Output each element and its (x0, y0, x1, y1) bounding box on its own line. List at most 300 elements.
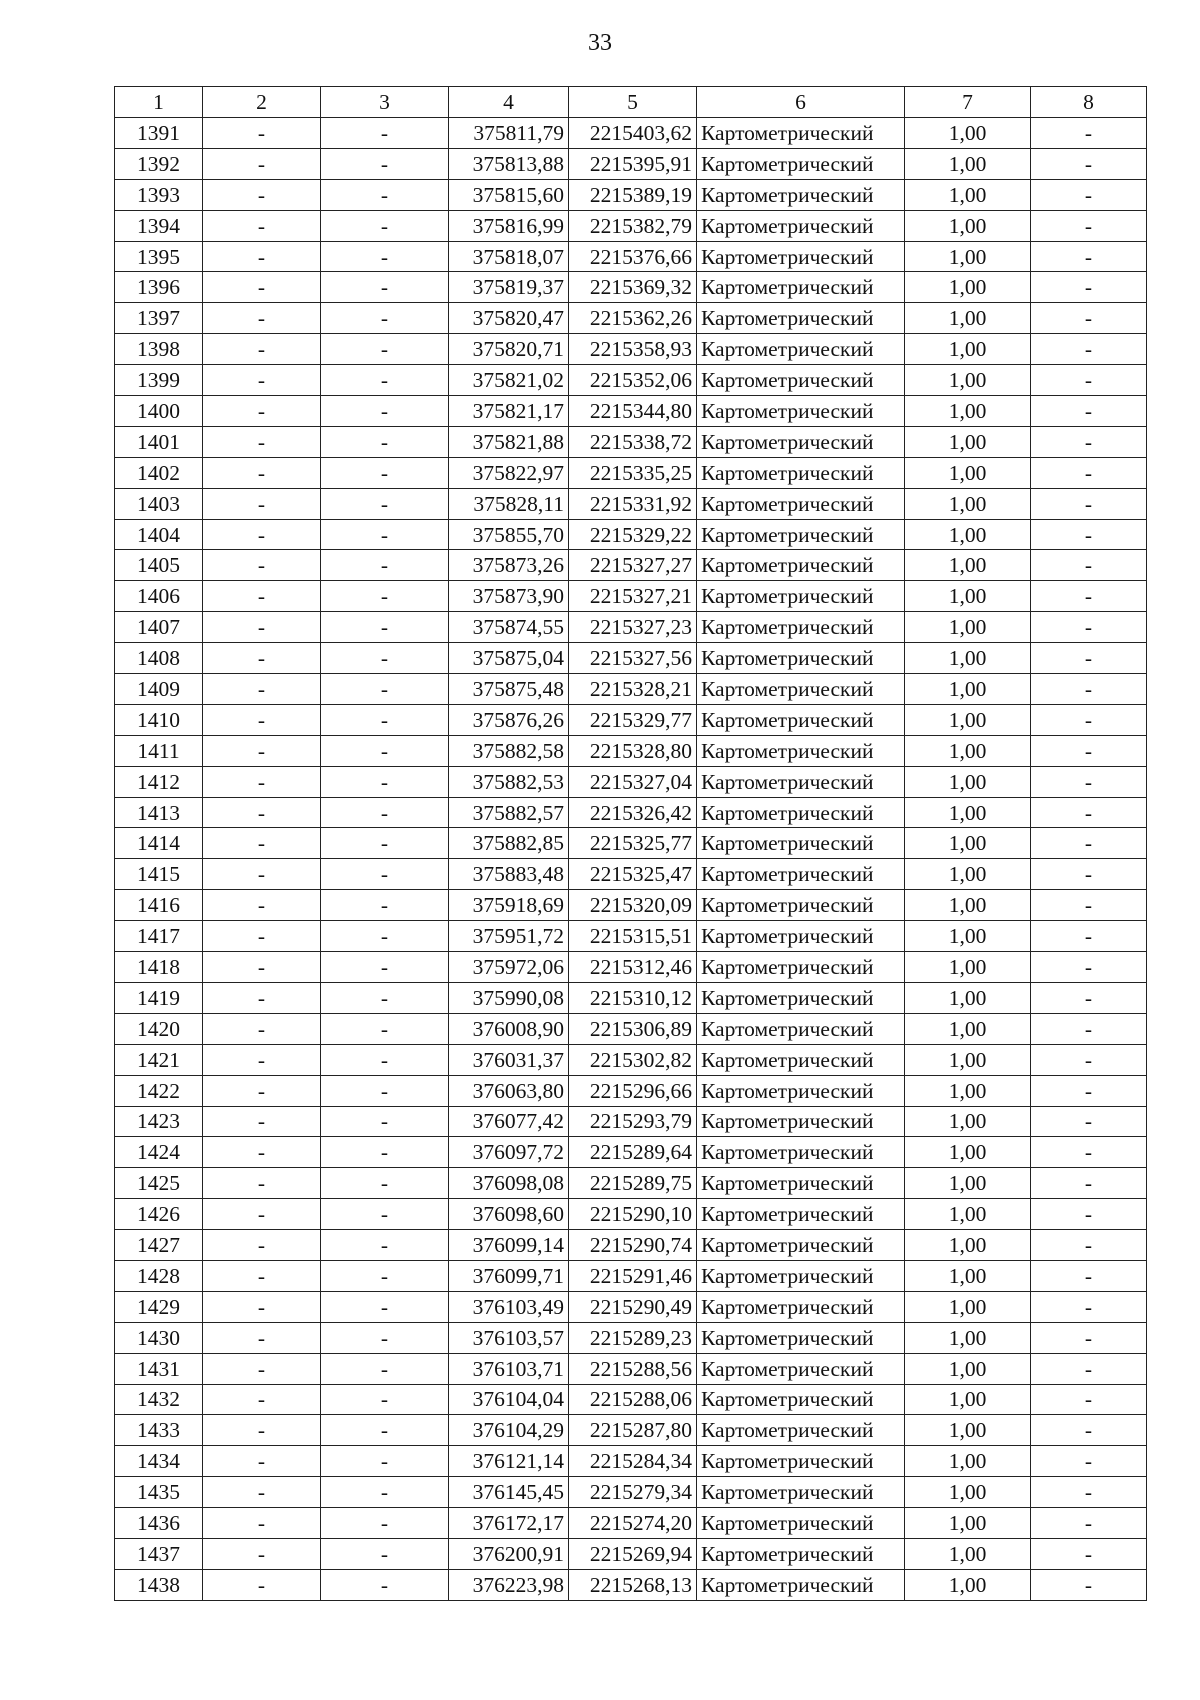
method-cell: Картометрический (697, 1106, 905, 1137)
cell-col3: - (321, 1168, 449, 1199)
accuracy-cell: 1,00 (905, 1260, 1031, 1291)
cell-col3: - (321, 581, 449, 612)
method-cell: Картометрический (697, 396, 905, 427)
cell-col3: - (321, 1260, 449, 1291)
cell-col8: - (1031, 890, 1147, 921)
cell-col2: - (203, 426, 321, 457)
y-coordinate-cell: 2215290,74 (569, 1230, 697, 1261)
cell-col8: - (1031, 952, 1147, 983)
cell-col8: - (1031, 735, 1147, 766)
method-cell: Картометрический (697, 488, 905, 519)
cell-col3: - (321, 519, 449, 550)
cell-col2: - (203, 581, 321, 612)
method-cell: Картометрический (697, 1569, 905, 1600)
accuracy-cell: 1,00 (905, 241, 1031, 272)
accuracy-cell: 1,00 (905, 1230, 1031, 1261)
cell-col2: - (203, 1199, 321, 1230)
cell-col8: - (1031, 581, 1147, 612)
y-coordinate-cell: 2215389,19 (569, 179, 697, 210)
table-row (115, 1477, 1147, 1508)
accuracy-cell: 1,00 (905, 766, 1031, 797)
accuracy-cell: 1,00 (905, 1168, 1031, 1199)
cell-col2: - (203, 1106, 321, 1137)
x-coordinate-cell: 375815,60 (449, 179, 569, 210)
method-cell: Картометрический (697, 1230, 905, 1261)
method-cell: Картометрический (697, 921, 905, 952)
cell-col2: - (203, 1137, 321, 1168)
cell-col8: - (1031, 457, 1147, 488)
accuracy-cell: 1,00 (905, 303, 1031, 334)
cell-col3: - (321, 1230, 449, 1261)
cell-col8: - (1031, 550, 1147, 581)
table-header-row (115, 87, 1147, 118)
cell-col3: - (321, 1569, 449, 1600)
cell-col3: - (321, 365, 449, 396)
cell-col2: - (203, 704, 321, 735)
cell-col8: - (1031, 1199, 1147, 1230)
cell-col8: - (1031, 704, 1147, 735)
x-coordinate-cell: 376200,91 (449, 1538, 569, 1569)
cell-col3: - (321, 1199, 449, 1230)
x-coordinate-cell: 376121,14 (449, 1446, 569, 1477)
x-coordinate-cell: 376103,49 (449, 1291, 569, 1322)
x-coordinate-cell: 376104,04 (449, 1384, 569, 1415)
point-number-cell: 1424 (115, 1137, 203, 1168)
method-cell: Картометрический (697, 519, 905, 550)
table-row (115, 1446, 1147, 1477)
point-number-cell: 1432 (115, 1384, 203, 1415)
cell-col2: - (203, 921, 321, 952)
y-coordinate-cell: 2215329,22 (569, 519, 697, 550)
column-header: 8 (1031, 87, 1147, 118)
point-number-cell: 1423 (115, 1106, 203, 1137)
method-cell: Картометрический (697, 179, 905, 210)
table-row (115, 1137, 1147, 1168)
accuracy-cell: 1,00 (905, 1044, 1031, 1075)
cell-col8: - (1031, 210, 1147, 241)
point-number-cell: 1398 (115, 334, 203, 365)
table-row (115, 643, 1147, 674)
table-row (115, 828, 1147, 859)
cell-col3: - (321, 1322, 449, 1353)
point-number-cell: 1422 (115, 1075, 203, 1106)
point-number-cell: 1416 (115, 890, 203, 921)
x-coordinate-cell: 376099,71 (449, 1260, 569, 1291)
method-cell: Картометрический (697, 735, 905, 766)
x-coordinate-cell: 376077,42 (449, 1106, 569, 1137)
x-coordinate-cell: 376172,17 (449, 1508, 569, 1539)
cell-col2: - (203, 1013, 321, 1044)
y-coordinate-cell: 2215274,20 (569, 1508, 697, 1539)
point-number-cell: 1399 (115, 365, 203, 396)
table-row (115, 1230, 1147, 1261)
y-coordinate-cell: 2215331,92 (569, 488, 697, 519)
y-coordinate-cell: 2215327,27 (569, 550, 697, 581)
cell-col3: - (321, 1106, 449, 1137)
cell-col2: - (203, 334, 321, 365)
x-coordinate-cell: 376097,72 (449, 1137, 569, 1168)
y-coordinate-cell: 2215327,23 (569, 612, 697, 643)
accuracy-cell: 1,00 (905, 890, 1031, 921)
cell-col3: - (321, 766, 449, 797)
page-number: 33 (588, 30, 612, 56)
table-row (115, 704, 1147, 735)
cell-col2: - (203, 488, 321, 519)
accuracy-cell: 1,00 (905, 550, 1031, 581)
x-coordinate-cell: 375816,99 (449, 210, 569, 241)
point-number-cell: 1433 (115, 1415, 203, 1446)
y-coordinate-cell: 2215329,77 (569, 704, 697, 735)
y-coordinate-cell: 2215369,32 (569, 272, 697, 303)
table-row (115, 179, 1147, 210)
table-row (115, 118, 1147, 149)
cell-col3: - (321, 735, 449, 766)
accuracy-cell: 1,00 (905, 1322, 1031, 1353)
y-coordinate-cell: 2215310,12 (569, 982, 697, 1013)
x-coordinate-cell: 375818,07 (449, 241, 569, 272)
column-header: 6 (697, 87, 905, 118)
method-cell: Картометрический (697, 674, 905, 705)
table-row (115, 303, 1147, 334)
coordinates-table (114, 86, 1147, 1601)
y-coordinate-cell: 2215289,75 (569, 1168, 697, 1199)
point-number-cell: 1393 (115, 179, 203, 210)
table-row (115, 148, 1147, 179)
cell-col2: - (203, 859, 321, 890)
accuracy-cell: 1,00 (905, 612, 1031, 643)
table-row (115, 890, 1147, 921)
cell-col3: - (321, 488, 449, 519)
x-coordinate-cell: 375811,79 (449, 118, 569, 149)
cell-col3: - (321, 859, 449, 890)
cell-col3: - (321, 1075, 449, 1106)
cell-col3: - (321, 890, 449, 921)
method-cell: Картометрический (697, 1477, 905, 1508)
y-coordinate-cell: 2215358,93 (569, 334, 697, 365)
table-row (115, 1199, 1147, 1230)
table-row (115, 550, 1147, 581)
table-row (115, 1322, 1147, 1353)
y-coordinate-cell: 2215291,46 (569, 1260, 697, 1291)
point-number-cell: 1426 (115, 1199, 203, 1230)
method-cell: Картометрический (697, 828, 905, 859)
y-coordinate-cell: 2215352,06 (569, 365, 697, 396)
point-number-cell: 1436 (115, 1508, 203, 1539)
x-coordinate-cell: 375990,08 (449, 982, 569, 1013)
cell-col2: - (203, 1384, 321, 1415)
cell-col3: - (321, 550, 449, 581)
method-cell: Картометрический (697, 148, 905, 179)
y-coordinate-cell: 2215290,49 (569, 1291, 697, 1322)
cell-col2: - (203, 797, 321, 828)
method-cell: Картометрический (697, 303, 905, 334)
cell-col3: - (321, 1353, 449, 1384)
table-row (115, 519, 1147, 550)
table-row (115, 1260, 1147, 1291)
method-cell: Картометрический (697, 1044, 905, 1075)
cell-col8: - (1031, 1168, 1147, 1199)
accuracy-cell: 1,00 (905, 210, 1031, 241)
method-cell: Картометрический (697, 426, 905, 457)
cell-col8: - (1031, 1044, 1147, 1075)
cell-col8: - (1031, 334, 1147, 365)
y-coordinate-cell: 2215312,46 (569, 952, 697, 983)
accuracy-cell: 1,00 (905, 674, 1031, 705)
table-row (115, 365, 1147, 396)
cell-col2: - (203, 828, 321, 859)
cell-col8: - (1031, 1322, 1147, 1353)
cell-col8: - (1031, 643, 1147, 674)
cell-col8: - (1031, 396, 1147, 427)
cell-col3: - (321, 210, 449, 241)
method-cell: Картометрический (697, 334, 905, 365)
method-cell: Картометрический (697, 1291, 905, 1322)
x-coordinate-cell: 375875,04 (449, 643, 569, 674)
y-coordinate-cell: 2215326,42 (569, 797, 697, 828)
method-cell: Картометрический (697, 1168, 905, 1199)
x-coordinate-cell: 376223,98 (449, 1569, 569, 1600)
cell-col3: - (321, 241, 449, 272)
x-coordinate-cell: 375882,57 (449, 797, 569, 828)
accuracy-cell: 1,00 (905, 704, 1031, 735)
accuracy-cell: 1,00 (905, 1075, 1031, 1106)
cell-col3: - (321, 1137, 449, 1168)
y-coordinate-cell: 2215289,64 (569, 1137, 697, 1168)
method-cell: Картометрический (697, 859, 905, 890)
cell-col3: - (321, 674, 449, 705)
cell-col2: - (203, 1291, 321, 1322)
cell-col2: - (203, 179, 321, 210)
x-coordinate-cell: 375855,70 (449, 519, 569, 550)
method-cell: Картометрический (697, 612, 905, 643)
method-cell: Картометрический (697, 241, 905, 272)
method-cell: Картометрический (697, 1322, 905, 1353)
cell-col2: - (203, 1353, 321, 1384)
cell-col8: - (1031, 828, 1147, 859)
accuracy-cell: 1,00 (905, 952, 1031, 983)
accuracy-cell: 1,00 (905, 828, 1031, 859)
table-row (115, 921, 1147, 952)
point-number-cell: 1408 (115, 643, 203, 674)
cell-col2: - (203, 210, 321, 241)
method-cell: Картометрический (697, 1013, 905, 1044)
method-cell: Картометрический (697, 1538, 905, 1569)
cell-col8: - (1031, 766, 1147, 797)
table-row (115, 859, 1147, 890)
x-coordinate-cell: 375951,72 (449, 921, 569, 952)
point-number-cell: 1410 (115, 704, 203, 735)
x-coordinate-cell: 375882,85 (449, 828, 569, 859)
table-row (115, 457, 1147, 488)
method-cell: Картометрический (697, 365, 905, 396)
cell-col3: - (321, 1291, 449, 1322)
accuracy-cell: 1,00 (905, 272, 1031, 303)
cell-col3: - (321, 1415, 449, 1446)
accuracy-cell: 1,00 (905, 1291, 1031, 1322)
point-number-cell: 1421 (115, 1044, 203, 1075)
y-coordinate-cell: 2215327,21 (569, 581, 697, 612)
accuracy-cell: 1,00 (905, 1508, 1031, 1539)
x-coordinate-cell: 375819,37 (449, 272, 569, 303)
x-coordinate-cell: 375972,06 (449, 952, 569, 983)
cell-col8: - (1031, 1106, 1147, 1137)
point-number-cell: 1406 (115, 581, 203, 612)
point-number-cell: 1418 (115, 952, 203, 983)
column-header: 7 (905, 87, 1031, 118)
point-number-cell: 1415 (115, 859, 203, 890)
cell-col8: - (1031, 488, 1147, 519)
cell-col8: - (1031, 1230, 1147, 1261)
cell-col3: - (321, 426, 449, 457)
y-coordinate-cell: 2215325,47 (569, 859, 697, 890)
x-coordinate-cell: 375882,58 (449, 735, 569, 766)
accuracy-cell: 1,00 (905, 1013, 1031, 1044)
accuracy-cell: 1,00 (905, 179, 1031, 210)
cell-col2: - (203, 735, 321, 766)
table-row (115, 1569, 1147, 1600)
method-cell: Картометрический (697, 766, 905, 797)
y-coordinate-cell: 2215315,51 (569, 921, 697, 952)
method-cell: Картометрический (697, 581, 905, 612)
cell-col2: - (203, 1230, 321, 1261)
method-cell: Картометрический (697, 952, 905, 983)
table-row (115, 1538, 1147, 1569)
table-row (115, 1075, 1147, 1106)
cell-col3: - (321, 982, 449, 1013)
cell-col3: - (321, 272, 449, 303)
table-row (115, 426, 1147, 457)
x-coordinate-cell: 376104,29 (449, 1415, 569, 1446)
cell-col2: - (203, 272, 321, 303)
y-coordinate-cell: 2215328,80 (569, 735, 697, 766)
table-row (115, 952, 1147, 983)
point-number-cell: 1397 (115, 303, 203, 334)
cell-col3: - (321, 334, 449, 365)
y-coordinate-cell: 2215327,56 (569, 643, 697, 674)
cell-col2: - (203, 148, 321, 179)
method-cell: Картометрический (697, 1075, 905, 1106)
accuracy-cell: 1,00 (905, 982, 1031, 1013)
accuracy-cell: 1,00 (905, 581, 1031, 612)
point-number-cell: 1430 (115, 1322, 203, 1353)
point-number-cell: 1429 (115, 1291, 203, 1322)
y-coordinate-cell: 2215302,82 (569, 1044, 697, 1075)
y-coordinate-cell: 2215293,79 (569, 1106, 697, 1137)
accuracy-cell: 1,00 (905, 1353, 1031, 1384)
table-row (115, 1291, 1147, 1322)
cell-col2: - (203, 550, 321, 581)
y-coordinate-cell: 2215268,13 (569, 1569, 697, 1600)
cell-col2: - (203, 766, 321, 797)
point-number-cell: 1425 (115, 1168, 203, 1199)
cell-col8: - (1031, 674, 1147, 705)
cell-col8: - (1031, 1538, 1147, 1569)
cell-col3: - (321, 396, 449, 427)
point-number-cell: 1413 (115, 797, 203, 828)
method-cell: Картометрический (697, 210, 905, 241)
table-row (115, 735, 1147, 766)
cell-col8: - (1031, 1260, 1147, 1291)
x-coordinate-cell: 375822,97 (449, 457, 569, 488)
x-coordinate-cell: 376063,80 (449, 1075, 569, 1106)
cell-col2: - (203, 365, 321, 396)
cell-col3: - (321, 952, 449, 983)
cell-col8: - (1031, 272, 1147, 303)
table-row (115, 241, 1147, 272)
accuracy-cell: 1,00 (905, 859, 1031, 890)
cell-col8: - (1031, 1013, 1147, 1044)
point-number-cell: 1435 (115, 1477, 203, 1508)
cell-col8: - (1031, 365, 1147, 396)
x-coordinate-cell: 375821,88 (449, 426, 569, 457)
table-row (115, 334, 1147, 365)
table-body (115, 118, 1147, 1601)
cell-col8: - (1031, 148, 1147, 179)
cell-col8: - (1031, 1384, 1147, 1415)
point-number-cell: 1412 (115, 766, 203, 797)
method-cell: Картометрический (697, 1137, 905, 1168)
x-coordinate-cell: 375813,88 (449, 148, 569, 179)
cell-col3: - (321, 643, 449, 674)
cell-col8: - (1031, 1508, 1147, 1539)
accuracy-cell: 1,00 (905, 1477, 1031, 1508)
y-coordinate-cell: 2215289,23 (569, 1322, 697, 1353)
cell-col8: - (1031, 1075, 1147, 1106)
point-number-cell: 1409 (115, 674, 203, 705)
cell-col3: - (321, 1477, 449, 1508)
method-cell: Картометрический (697, 1446, 905, 1477)
cell-col8: - (1031, 1415, 1147, 1446)
y-coordinate-cell: 2215269,94 (569, 1538, 697, 1569)
point-number-cell: 1438 (115, 1569, 203, 1600)
cell-col8: - (1031, 1477, 1147, 1508)
table-row (115, 1415, 1147, 1446)
cell-col3: - (321, 118, 449, 149)
x-coordinate-cell: 375828,11 (449, 488, 569, 519)
cell-col8: - (1031, 1291, 1147, 1322)
point-number-cell: 1404 (115, 519, 203, 550)
table-row (115, 1508, 1147, 1539)
x-coordinate-cell: 375874,55 (449, 612, 569, 643)
cell-col3: - (321, 1384, 449, 1415)
cell-col8: - (1031, 179, 1147, 210)
accuracy-cell: 1,00 (905, 643, 1031, 674)
cell-col2: - (203, 1446, 321, 1477)
y-coordinate-cell: 2215335,25 (569, 457, 697, 488)
y-coordinate-cell: 2215288,06 (569, 1384, 697, 1415)
table-row (115, 1044, 1147, 1075)
cell-col3: - (321, 179, 449, 210)
y-coordinate-cell: 2215328,21 (569, 674, 697, 705)
table-row (115, 982, 1147, 1013)
method-cell: Картометрический (697, 1260, 905, 1291)
accuracy-cell: 1,00 (905, 457, 1031, 488)
accuracy-cell: 1,00 (905, 921, 1031, 952)
method-cell: Картометрический (697, 1508, 905, 1539)
cell-col2: - (203, 303, 321, 334)
point-number-cell: 1414 (115, 828, 203, 859)
cell-col3: - (321, 1538, 449, 1569)
point-number-cell: 1395 (115, 241, 203, 272)
cell-col3: - (321, 921, 449, 952)
cell-col3: - (321, 1044, 449, 1075)
accuracy-cell: 1,00 (905, 118, 1031, 149)
method-cell: Картометрический (697, 272, 905, 303)
cell-col8: - (1031, 241, 1147, 272)
y-coordinate-cell: 2215296,66 (569, 1075, 697, 1106)
y-coordinate-cell: 2215395,91 (569, 148, 697, 179)
table-row (115, 272, 1147, 303)
